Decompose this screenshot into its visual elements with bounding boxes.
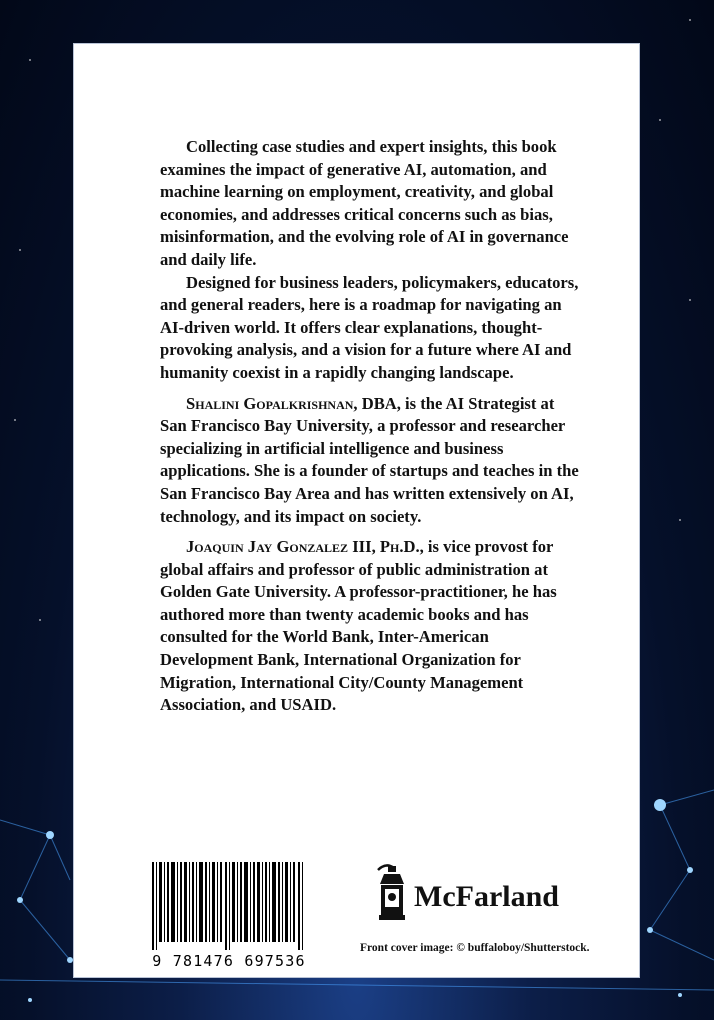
author-bio — [160, 393, 580, 529]
back-cover-panel — [73, 43, 640, 978]
book-description — [160, 136, 580, 717]
author-name: Joaquin Jay Gonzalez III, Ph.D., — [186, 537, 424, 557]
publisher-name: McFarland — [414, 880, 559, 913]
description-paragraph: Collecting case studies and expert insights, this book examines the impact of generative AI, automation, and machine learning on employment, creativity, and global economies, and addresses critical concerns such as bias, misinformation, and the evolving role of AI in governance and daily life. — [160, 137, 569, 269]
author-bio — [160, 536, 580, 717]
isbn-number: 9 781476 697536 — [152, 952, 306, 970]
barcode-icon — [144, 862, 314, 950]
description-paragraph: Designed for business leaders, policymakers, educators, and general readers, here is a roadmap for navigating an AI-driven world. It offers clear explanations, thought-provoking analysis, and a vision for a future where AI and humanity coexist in a rapidly changing landscape. — [160, 272, 579, 382]
isbn-barcode — [144, 862, 314, 970]
author-bio-text: is the AI Strategist at San Francisco Bay University, a professor and researcher specializing in artificial intelligence and business applications. She is a founder of startups and teaches in the San Francisco Bay Area and has written extensively on AI, technology, and its impact on society. — [160, 393, 579, 526]
lantern-logo-icon — [372, 862, 410, 922]
publisher-logo — [372, 862, 572, 922]
cover-image-credit: Front cover image: © buffaloboy/Shutterstock. — [360, 942, 590, 954]
author-credential: , DBA, — [353, 393, 401, 413]
author-bio-text: is vice provost for global affairs and professor of public administration at Golden Gate University. A professor-practitioner, he has authored more than twenty academic books and has consulted for the World Bank, Inter-American Development Bank, International Organization for Migration, International City/County Management Association, and USAID. — [160, 537, 557, 715]
author-name: Shalini Gopalkrishnan — [186, 393, 354, 413]
